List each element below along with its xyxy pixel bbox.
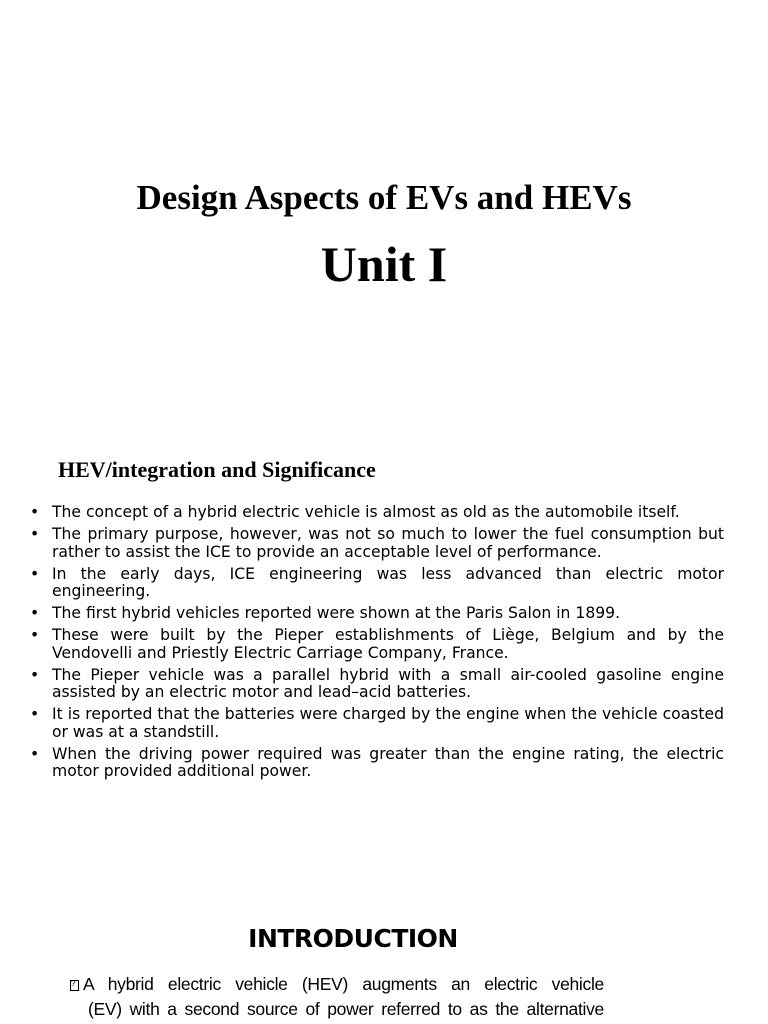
bullet-icon: • <box>30 564 40 583</box>
bullet-text: These were built by the Pieper establishments of Liège, Belgium and by the Vendovelli and Priestly Electric Carriage Company, France. <box>52 626 724 662</box>
bullet-item <box>30 627 724 662</box>
intro-paragraph <box>70 972 604 1022</box>
bullet-icon: • <box>30 665 40 684</box>
bullet-text: The first hybrid vehicles reported were shown at the Paris Salon in 1899. <box>52 604 621 622</box>
bullet-item <box>30 566 724 601</box>
bullet-item <box>30 504 724 522</box>
intro-line-text: A hybrid electric vehicle (HEV) augments an electric vehicle <box>83 974 604 994</box>
hev-heading: HEV/integration and Significance <box>58 457 376 482</box>
bullet-text: The primary purpose, however, was not so much to lower the fuel consumption but rather to assist the ICE to provide an acceptable level of performance. <box>52 525 724 561</box>
bullet-text: It is reported that the batteries were charged by the engine when the vehicle coasted or was at a standstill. <box>52 705 724 741</box>
bullet-item <box>30 746 724 781</box>
hev-bullet-list <box>30 504 724 785</box>
bullet-text: When the driving power required was greater than the engine rating, the electric motor provided additional power. <box>52 744 724 780</box>
slide-title: Design Aspects of EVs and HEVs <box>136 178 632 217</box>
intro-line <box>70 972 604 997</box>
intro-heading: INTRODUCTION <box>248 924 458 953</box>
bullet-item <box>30 667 724 702</box>
intro-line <box>70 997 604 1022</box>
bullet-text: The Pieper vehicle was a parallel hybrid with a small air-cooled gasoline engine assisted by an electric motor and lead–acid batteries. <box>52 665 724 701</box>
bullet-icon: • <box>30 744 40 763</box>
title-slide <box>0 0 768 430</box>
bullet-icon: • <box>30 626 40 644</box>
bullet-icon: • <box>30 705 40 723</box>
bullet-icon: • <box>30 503 40 521</box>
hev-slide <box>0 430 768 870</box>
bullet-text: The concept of a hybrid electric vehicle is almost as old as the automobile itself. <box>52 503 680 521</box>
bullet-icon: • <box>30 604 40 622</box>
intro-line-text: (EV) with a second source of power referred to as the alternative <box>88 999 604 1019</box>
bullet-item <box>30 526 724 561</box>
bullet-text: In the early days, ICE engineering was less advanced than electric motor engineering. <box>52 564 724 600</box>
unit-title: Unit I <box>320 236 448 292</box>
bullet-item <box>30 706 724 741</box>
intro-slide <box>0 870 768 1024</box>
bullet-item <box>30 605 724 623</box>
missing-glyph-bullet-icon <box>70 980 79 991</box>
bullet-icon: • <box>30 525 40 543</box>
